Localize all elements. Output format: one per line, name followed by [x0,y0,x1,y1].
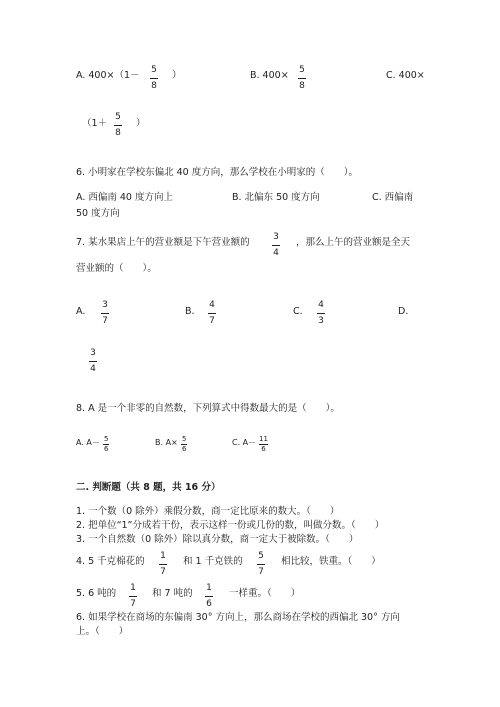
q6-option-c-cont: 50 度方向 [76,208,120,219]
fraction-denominator: 3 [318,316,324,326]
q7-option-c-fraction [317,301,325,326]
fraction-denominator: 8 [115,128,121,138]
fraction-bar [272,245,280,246]
judgement-item-6: 6. 如果学校在商场的东偏南 30° 方向上，那么商场在学校的西偏北 30° 方向 [76,612,400,623]
q7-question-line2: 营业额的（ ）。 [76,263,157,274]
q8-option-a: A. A－ [76,438,100,447]
fraction-numerator: 1 [206,583,212,593]
fraction-numerator: 5 [104,435,109,443]
q5-option-c-cont: （1＋ [82,118,108,129]
q5-option-a-fraction [150,66,158,91]
q5-option-c: C. 400× [386,70,425,81]
q5-option-b-fraction [298,66,306,91]
fraction-numerator: 5 [151,65,157,75]
q7-option-a: A. [76,306,86,317]
q7-option-b-fraction [208,301,216,326]
fraction-numerator: 1 [160,551,166,561]
q8-question: 8. A 是一个非零的自然数，下列算式中得数最大的是（ ）。 [76,403,340,414]
judgement-item-2: 2. 把单位“1”分成若干份，表示这样一份或几份的数，叫做分数。（ ） [76,520,385,531]
q6-question: 6. 小明家在学校东偏北 40 度方向，那么学校在小明家的（ ）。 [76,167,358,178]
q8-option-b-fraction [181,436,187,453]
fraction-numerator: 3 [273,232,279,242]
fraction-numerator: 5 [115,112,121,122]
q8-option-c-fraction [258,436,269,453]
judgement-item-5-fraction-2 [205,584,213,609]
fraction-bar [208,313,216,314]
fraction-denominator: 7 [130,599,136,609]
fraction-denominator: 8 [151,81,157,91]
q6-option-b: B. 北偏东 50 度方向 [232,192,320,203]
q7-option-a-fraction [101,301,109,326]
fraction-bar [101,313,109,314]
judgement-item-3: 3. 一个自然数（0 除外）除以真分数，商一定大于被除数。（ ） [76,534,359,545]
judgement-item-4-fraction-1 [159,552,167,577]
fraction-denominator: 8 [299,81,305,91]
fraction-bar [89,361,97,362]
judgement-item-4-mid: 和 1 千克铁的 [183,556,243,567]
fraction-numerator: 11 [259,435,268,443]
q8-option-a-fraction [103,436,109,453]
judgement-item-4: 4. 5 千克棉花的 [76,556,145,567]
fraction-numerator: 5 [299,65,305,75]
fraction-bar [298,78,306,79]
fraction-denominator: 4 [90,364,96,374]
fraction-bar [317,313,325,314]
fraction-bar [129,596,137,597]
fraction-bar [150,78,158,79]
fraction-denominator: 6 [104,445,109,453]
judgement-item-6-cont: 上。（ ） [76,626,129,637]
q7-option-d-fraction [89,349,97,374]
judgement-item-4-end: 相比较，铁重。（ ） [281,556,381,567]
q7-question: 7. 某水果店上午的营业额是下午营业额的 [76,237,250,248]
judgement-item-5-mid: 和 7 吨的 [152,588,193,599]
q7-question-cont: ，那么上午的营业额是全天 [296,237,411,248]
judgement-item-5-fraction-1 [129,584,137,609]
fraction-denominator: 6 [261,445,266,453]
q5-option-a: A. 400×（1－ [76,70,140,81]
q7-option-b: B. [185,306,195,317]
judgement-item-1: 1. 一个数（0 除外）乘假分数，商一定比原来的数大。（ ） [76,506,340,517]
judgement-item-4-fraction-2 [257,552,265,577]
fraction-denominator: 7 [102,316,108,326]
fraction-denominator: 4 [273,248,279,258]
fraction-bar [257,564,265,565]
fraction-numerator: 4 [209,300,215,310]
q5-option-c-close: ） [136,118,146,129]
q8-option-c: C. A－ [232,438,257,447]
q7-option-d: D. [398,306,409,317]
judgement-item-5: 5. 6 吨的 [76,588,117,599]
fraction-numerator: 1 [130,583,136,593]
fraction-numerator: 5 [182,435,187,443]
q5-option-c-fraction [114,113,122,138]
fraction-numerator: 3 [90,348,96,358]
fraction-denominator: 7 [258,567,264,577]
q7-question-fraction [272,233,280,258]
fraction-bar [205,596,213,597]
fraction-denominator: 6 [206,599,212,609]
q5-option-a-close: ） [172,70,182,81]
q5-option-b: B. 400× [250,70,289,81]
q7-option-c: C. [293,306,303,317]
fraction-bar [159,564,167,565]
fraction-numerator: 3 [102,300,108,310]
fraction-denominator: 6 [182,445,187,453]
fraction-denominator: 7 [160,567,166,577]
judgement-item-5-end: 一样重。（ ） [229,588,301,599]
fraction-numerator: 5 [258,551,264,561]
fraction-numerator: 4 [318,300,324,310]
fraction-bar [114,125,122,126]
fraction-denominator: 7 [209,316,215,326]
q6-option-a: A. 西偏南 40 度方向上 [76,192,173,203]
q8-option-b: B. A× [155,438,178,447]
section-heading: 二. 判断题（共 8 题，共 16 分） [76,482,221,493]
q6-option-c: C. 西偏南 [372,192,414,203]
